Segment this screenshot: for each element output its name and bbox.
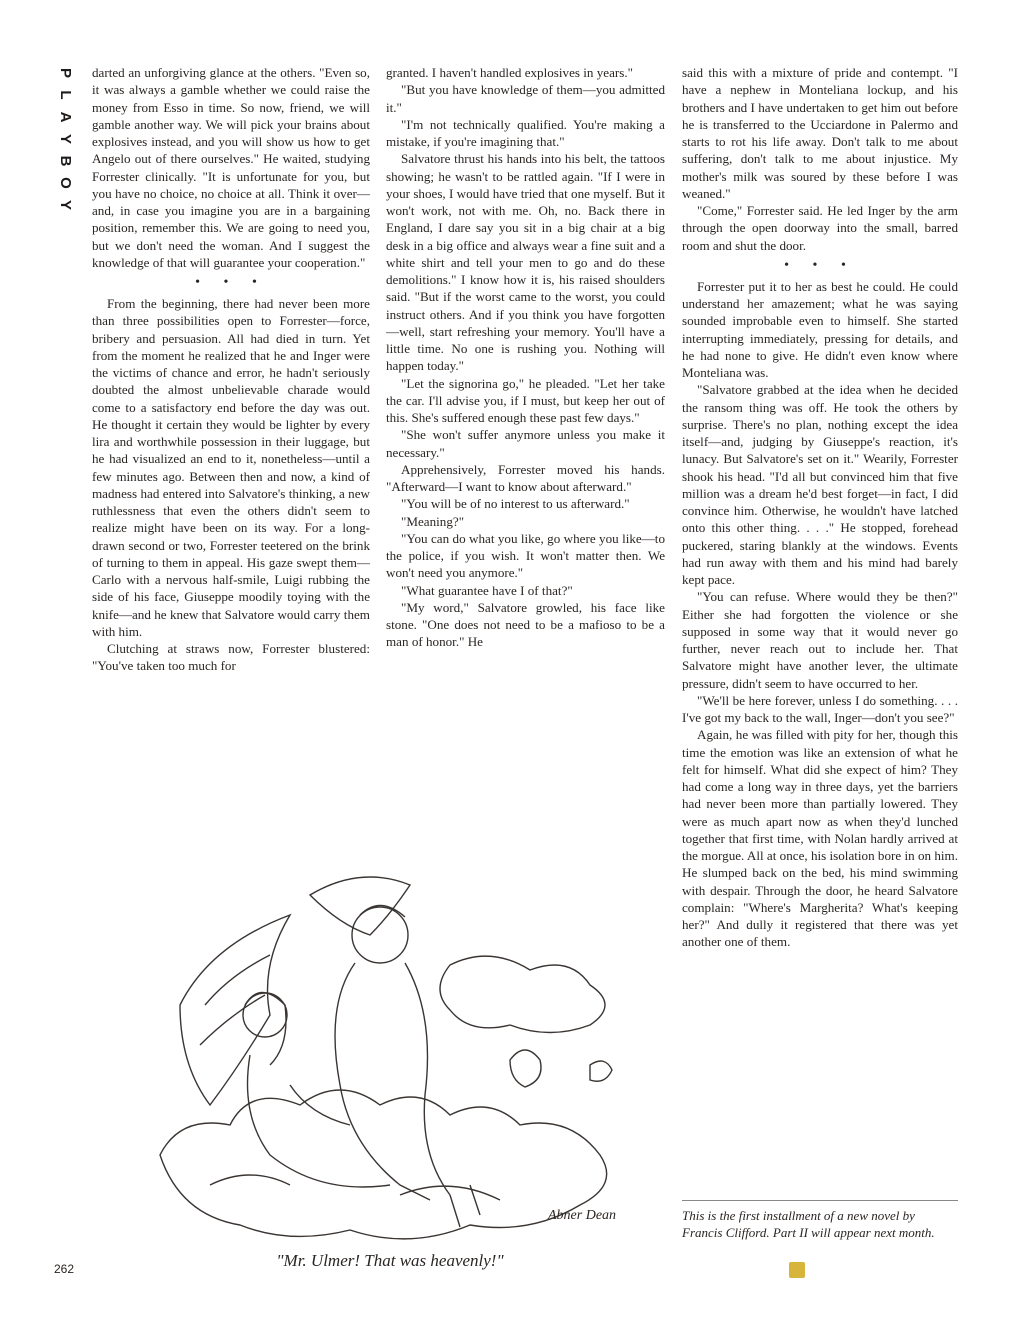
masthead-letter: O <box>57 177 74 189</box>
section-break: • • • <box>784 257 856 273</box>
paragraph: "Let the signorina go," he pleaded. "Let her take the car. I'll advise you, if I must, but keep her out of this. She's suffered enough these past few days." <box>386 375 665 425</box>
paragraph: Apprehensively, Forrester moved his hands. "Afterward—I want to know about afterward." <box>386 461 665 494</box>
paragraph: "Salvatore grabbed at the idea when he decided the ransom thing was off. He took the others by surprise. There's no plan, nothing except the idea itself—and, judging by Giuseppe's reaction, it's lunacy. But Salvatore's set on it." Wearily, Forrester shook his head. "I'd all but convinced him that five million was a dream he'd best forget—in fact, I did convince him. Otherwise, he wouldn't have latched onto this other thing. . . ." He stopped, forehead puckered, staring blankly at the windows. Events had run away with them and his mind had barely kept pace. <box>682 382 958 587</box>
paragraph: "What guarantee have I of that?" <box>401 582 573 598</box>
paragraph: Again, he was filled with pity for her, though this time the emotion was like an extension of what he felt for himself. What did she expect of him? They had come a long way in three days, yet the barriers had never been more than partially lowered. They were as much apart now as when they'd lunched together that first time, with Nolan hardly arrived at the morgue. All at once, his isolation bore in on him. He slumped back on the bed, his mind swimming with despair. Through the door, he heard Salvatore complain: "Where's Margherita? What's keeping her?" And dully it registered that there was yet another one of them. <box>682 727 958 950</box>
paragraph: From the beginning, there had never been more than three possibilities open to Forrester—force, bribery and persuasion. All had died in turn. Yet from the moment he realized that he and Inger were the victims of chance and error, he hadn't seriously doubted the almost unbelievable charade would come to a satisfactory end before the day was out. He thought it certain they would be lighter by every lira and worthwhile possession in their luggage, but he had visualized an end to it, nonetheless—until a few minutes ago. Between then and now, a kind of madness had entered into Salvatore's thinking, a new ruthlessness that even the others didn't seem to realize might have been on its way. For a long-drawn second or two, Forrester teetered on the brink of turning to them in appeal. His gaze swept them—Carlo with a nervous half-smile, Luigi rubbing the side of his face, Giuseppe moodily toying with the knife—and he knew that Salvatore would carry them with him. <box>92 296 370 639</box>
section-break: • • • <box>195 275 267 290</box>
text-column-2 <box>386 64 665 651</box>
bunny-logo-icon <box>789 1262 805 1278</box>
paragraph: "My word," Salvatore growled, his face like stone. "One does not need to be a mafioso to be a man of honor." He <box>386 599 665 650</box>
page-number: 262 <box>54 1262 75 1276</box>
masthead-letter: L <box>57 90 74 100</box>
paragraph: "You can do what you like, go where you like—to the police, if you wish. It won't matter then. We won't need you anymore." <box>386 530 665 581</box>
paragraph: "She won't suffer anymore unless you make it necessary." <box>386 427 665 460</box>
masthead <box>52 62 74 222</box>
masthead-letter: Y <box>57 133 74 144</box>
paragraph: "You will be of no interest to us afterward." <box>401 496 630 512</box>
text-column-1 <box>92 64 370 675</box>
paragraph: Clutching at straws now, Forrester blustered: "You've taken too much for <box>92 641 370 674</box>
paragraph: "I'm not technically qualified. You're making a mistake, if you're imagining that." <box>386 116 665 149</box>
masthead-letter: P <box>57 67 74 78</box>
cartoon-illustration <box>150 855 630 1250</box>
artist-signature: Abner Dean <box>548 1208 617 1223</box>
installment-note: This is the first installment of a new novel by Francis Clifford. Part II will appear next month. <box>682 1200 958 1241</box>
text-column-3 <box>682 64 958 951</box>
cartoon-caption: "Mr. Ulmer! That was heavenly!" <box>276 1251 504 1270</box>
masthead-letter: B <box>57 155 74 167</box>
masthead-letter: Y <box>57 199 74 210</box>
paragraph: granted. I haven't handled explosives in years." <box>386 65 633 80</box>
paragraph: "We'll be here forever, unless I do something. . . . I've got my back to the wall, Inger—don't you see?" <box>682 692 958 725</box>
paragraph: Salvatore thrust his hands into his belt, the tattoos showing; he wasn't to be rattled again. "If I were in your shoes, I would have tried that one myself. But it won't work, not with me. Oh, no. Back there in England, I dare say you sit in a big chair at a big desk in a big office and always wear a fine suit and a white shirt and tell your men to go and do these demolitions." I know how it is, his raised shoulders said. "But if the worst came to the worst, you could instruct others. And if you think you have forgotten—well, start refreshing your memory. You'll have a little time. No one is rushing you. Nothing will happen today." <box>386 151 665 374</box>
paragraph: "You can refuse. Where would they be then?" Either she had forgotten the violence or she supposed in some way that it would never go further, never reach out to include her. That Salvatore might have another lever, the ultimate pressure, didn't seem to have occurred to her. <box>682 589 958 691</box>
paragraph: "But you have knowledge of them—you admitted it." <box>386 82 665 115</box>
paragraph: darted an unforgiving glance at the others. "Even so, it was always a gamble whether we could raise the money from Esso in time. So now, friend, we will gamble another way. We will pick your brains about explosives instead, and you will show us how to get Angelo out of there ourselves." He waited, studying Forrester clinically. "It is unfortunate for you, but you have no choice, no choice at all. Think it over—and, in case you imagine you are in a bargaining position, remember this. We are going to need you, but we don't need the woman. And I suggest the knowledge of that will guarantee your cooperation." <box>92 65 370 270</box>
paragraph: "Meaning?" <box>401 513 465 529</box>
paragraph: Forrester put it to her as best he could. He could understand her amazement; what he was saying sounded improbable even to himself. She started interrupting immediately, pressing for details, and he had none to give. He didn't even know where Monteliana was. <box>682 278 958 380</box>
paragraph: said this with a mixture of pride and contempt. "I have a nephew in Monteliana lockup, and his brothers and I have undertaken to get him out before he is transferred to the Ucciardone in Palermo and starts to rot his life away. Don't talk to me about suffering, don't talk to me about injustice. My mother's milk was soured by these before I was weaned." <box>682 65 958 201</box>
paragraph: "Come," Forrester said. He led Inger by the arm through the open doorway into the small, barred room and shut the door. <box>682 203 958 253</box>
masthead-letter: A <box>57 111 74 123</box>
